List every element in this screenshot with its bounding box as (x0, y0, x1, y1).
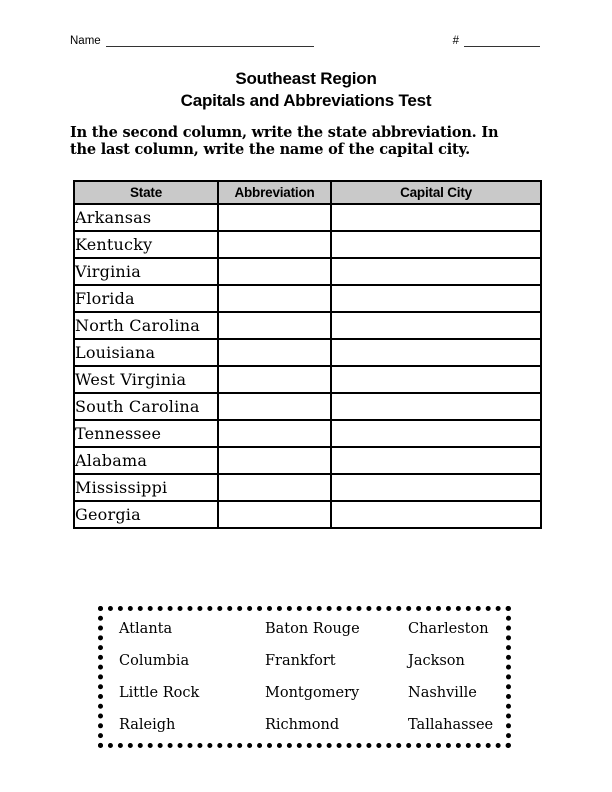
table-row (74, 258, 541, 285)
word-bank-item: Little Rock (119, 685, 200, 701)
table-row (74, 366, 541, 393)
word-bank-item: Montgomery (265, 685, 360, 701)
capital-city-blank-cell[interactable] (331, 501, 541, 528)
column-header-capital-city: Capital City (331, 181, 541, 204)
word-bank-item: Charleston (408, 621, 489, 637)
abbreviation-blank-cell[interactable] (218, 447, 331, 474)
word-bank-item: Raleigh (119, 717, 176, 733)
abbreviation-blank-cell[interactable] (218, 339, 331, 366)
abbreviation-blank-cell[interactable] (218, 501, 331, 528)
state-name-cell: Virginia (74, 258, 218, 285)
table-row (74, 420, 541, 447)
number-blank-line[interactable] (464, 33, 540, 47)
worksheet-title (0, 68, 612, 113)
word-bank-item: Columbia (119, 653, 190, 669)
word-bank-item: Nashville (408, 685, 477, 701)
word-bank-item: Jackson (408, 653, 465, 669)
capital-city-blank-cell[interactable] (331, 312, 541, 339)
table-header-row (74, 181, 541, 204)
capital-city-blank-cell[interactable] (331, 339, 541, 366)
abbreviation-blank-cell[interactable] (218, 420, 331, 447)
abbreviation-blank-cell[interactable] (218, 393, 331, 420)
abbreviation-blank-cell[interactable] (218, 366, 331, 393)
table-row (74, 447, 541, 474)
table-row (74, 474, 541, 501)
title-line-1: Southeast Region (235, 69, 377, 88)
name-label: Name (70, 35, 101, 47)
state-name-cell: Kentucky (74, 231, 218, 258)
table-row (74, 312, 541, 339)
name-field (70, 33, 314, 47)
word-bank-item: Frankfort (265, 653, 336, 669)
table-row (74, 204, 541, 231)
capital-city-blank-cell[interactable] (331, 393, 541, 420)
word-bank-item: Tallahassee (408, 717, 494, 733)
title-line-2: Capitals and Abbreviations Test (180, 91, 432, 111)
capital-city-blank-cell[interactable] (331, 447, 541, 474)
capital-city-blank-cell[interactable] (331, 258, 541, 285)
capital-city-blank-cell[interactable] (331, 204, 541, 231)
table-row (74, 231, 541, 258)
instructions-text: In the second column, write the state abbreviation. In the last column, write the name of the capital city. (70, 124, 499, 159)
table-row (74, 285, 541, 312)
capital-city-blank-cell[interactable] (331, 366, 541, 393)
table-row (74, 393, 541, 420)
capitals-table (73, 180, 542, 529)
state-name-cell: Arkansas (74, 204, 218, 231)
abbreviation-blank-cell[interactable] (218, 258, 331, 285)
column-header-state: State (74, 181, 218, 204)
table-row (74, 501, 541, 528)
capital-city-blank-cell[interactable] (331, 420, 541, 447)
state-name-cell: West Virginia (74, 366, 218, 393)
word-bank-item: Baton Rouge (265, 621, 360, 637)
capital-city-blank-cell[interactable] (331, 231, 541, 258)
state-name-cell: Georgia (74, 501, 218, 528)
state-name-cell: Mississippi (74, 474, 218, 501)
column-header-abbreviation: Abbreviation (218, 181, 331, 204)
number-field (453, 33, 540, 47)
abbreviation-blank-cell[interactable] (218, 285, 331, 312)
abbreviation-blank-cell[interactable] (218, 474, 331, 501)
word-bank (98, 606, 511, 748)
name-number-row (70, 33, 540, 47)
word-bank-item: Atlanta (119, 621, 173, 637)
capital-city-blank-cell[interactable] (331, 285, 541, 312)
number-label: # (452, 35, 459, 47)
table-row (74, 339, 541, 366)
state-name-cell: Alabama (74, 447, 218, 474)
state-name-cell: Florida (74, 285, 218, 312)
word-bank-item: Richmond (265, 717, 340, 733)
abbreviation-blank-cell[interactable] (218, 204, 331, 231)
abbreviation-blank-cell[interactable] (218, 231, 331, 258)
state-name-cell: Louisiana (74, 339, 218, 366)
state-name-cell: South Carolina (74, 393, 218, 420)
name-blank-line[interactable] (106, 33, 314, 47)
capital-city-blank-cell[interactable] (331, 474, 541, 501)
abbreviation-blank-cell[interactable] (218, 312, 331, 339)
state-name-cell: North Carolina (74, 312, 218, 339)
state-name-cell: Tennessee (74, 420, 218, 447)
